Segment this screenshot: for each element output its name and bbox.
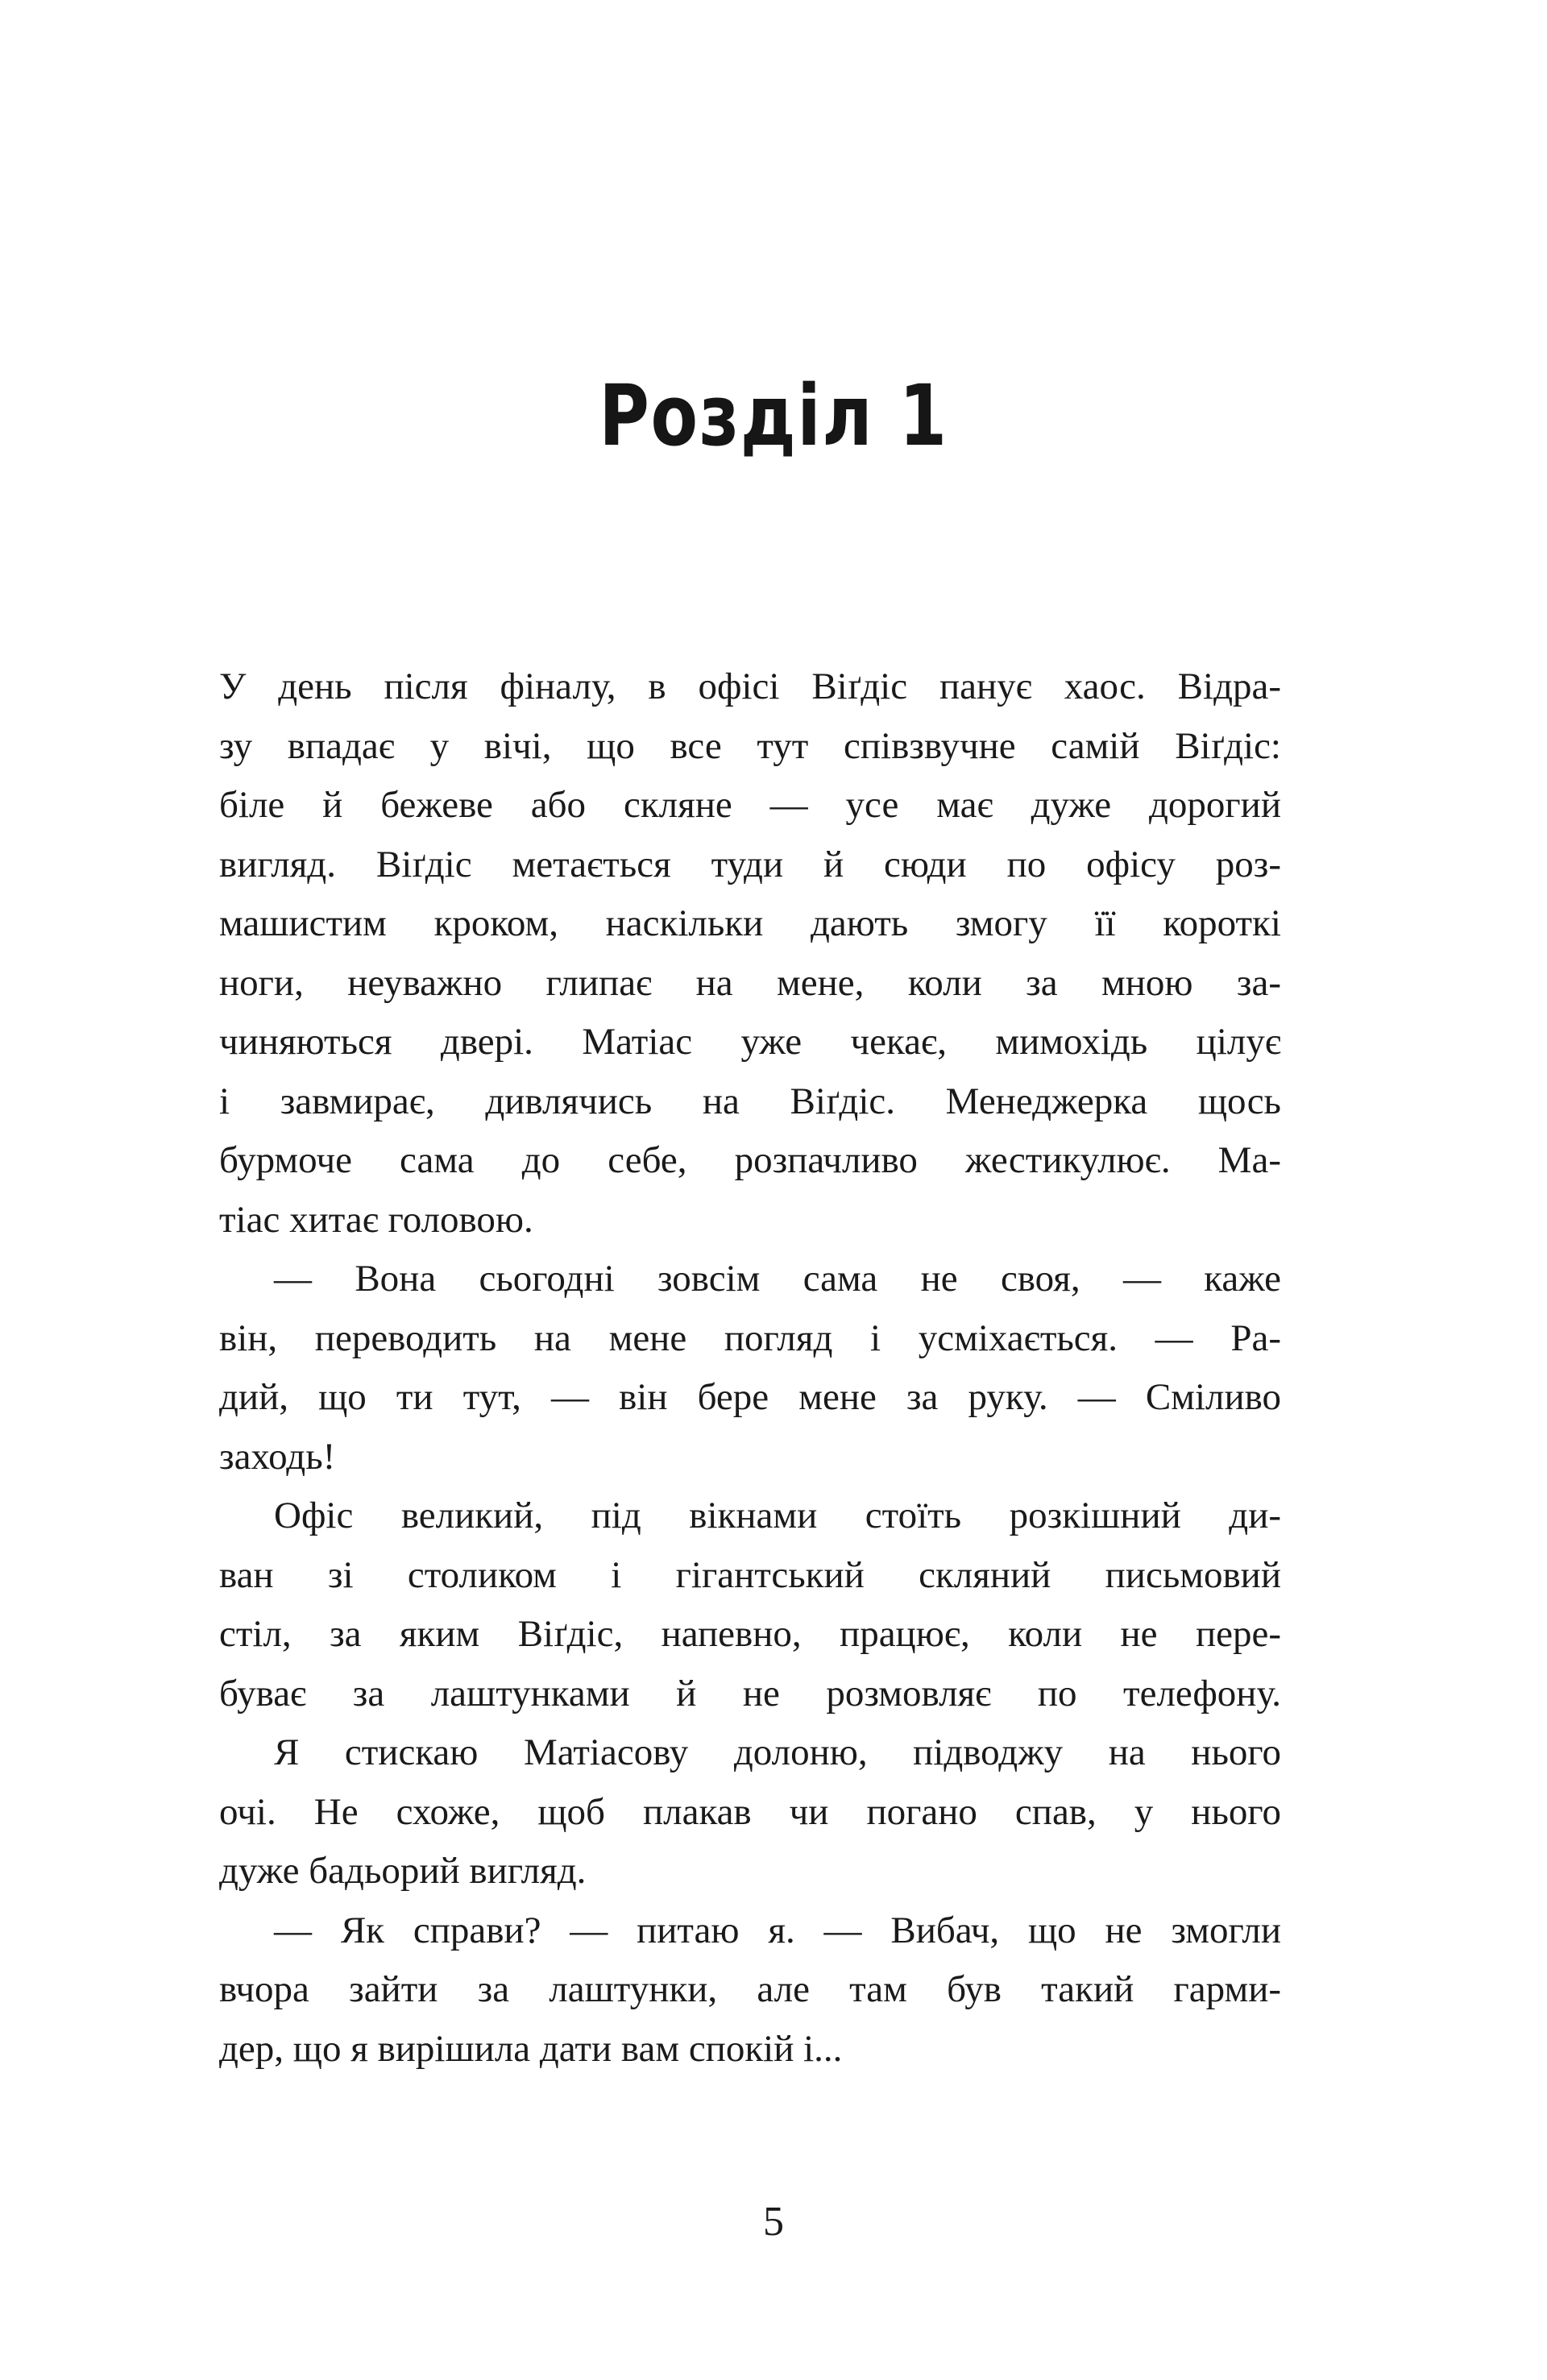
text-line: вигляд. Віґдіс метається туди й сюди по офісу роз- xyxy=(219,843,1281,885)
text-line: стіл, за яким Віґдіс, напевно, працює, коли не пере- xyxy=(219,1613,1281,1655)
text-line: чиняються двері. Матіас уже чекає, мимохідь цілує xyxy=(219,1021,1281,1063)
text-line: біле й бежеве або скляне — усе має дуже дорогий xyxy=(219,784,1281,826)
text-line: машистим кроком, наскільки дають змогу її короткі xyxy=(219,902,1281,944)
text-line: ван зі столиком і гігантський скляний письмовий xyxy=(219,1553,1281,1596)
text-line: Я стискаю Матіасову долоню, підводжу на нього xyxy=(274,1731,1281,1773)
text-line: вчора зайти за лаштунки, але там був такий гарми- xyxy=(219,1968,1281,2010)
text-line: буває за лаштунками й не розмовляє по телефону. xyxy=(219,1672,1281,1715)
page-number: 5 xyxy=(763,2199,784,2245)
text-line: У день після фіналу, в офісі Віґдіс панує хаос. Відра- xyxy=(219,665,1281,707)
body-text xyxy=(219,657,1281,2079)
text-line: Офіс великий, під вікнами стоїть розкішний ди- xyxy=(274,1495,1281,1536)
text-line: очі. Не схоже, щоб плакав чи погано спав, у нього xyxy=(219,1790,1281,1833)
text-line: ноги, неуважно глипає на мене, коли за мною за- xyxy=(219,961,1281,1004)
text-line: і завмирає, дивлячись на Віґдіс. Менеджерка щось xyxy=(219,1080,1281,1122)
text-line: дер, що я вирішила дати вам спокій і... xyxy=(219,2027,843,2070)
chapter-title: Розділ 1 xyxy=(599,367,948,465)
text-line: — Вона сьогодні зовсім сама не своя, — каже xyxy=(274,1258,1281,1300)
text-line: дуже бадьорий вигляд. xyxy=(219,1850,587,1892)
text-line: дий, що ти тут, — він бере мене за руку. — Сміливо xyxy=(219,1376,1281,1418)
text-line: зу впадає у вічі, що все тут співзвучне самій Віґдіс: xyxy=(219,724,1281,767)
text-line: тіас хитає головою. xyxy=(219,1198,533,1241)
text-line: — Як справи? — питаю я. — Вибач, що не змогли xyxy=(274,1909,1281,1951)
text-line: заходь! xyxy=(219,1435,336,1478)
text-line: бурмоче сама до себе, розпачливо жестикулює. Ма- xyxy=(219,1139,1281,1181)
text-line: він, переводить на мене погляд і усміхається. — Ра- xyxy=(219,1316,1281,1359)
